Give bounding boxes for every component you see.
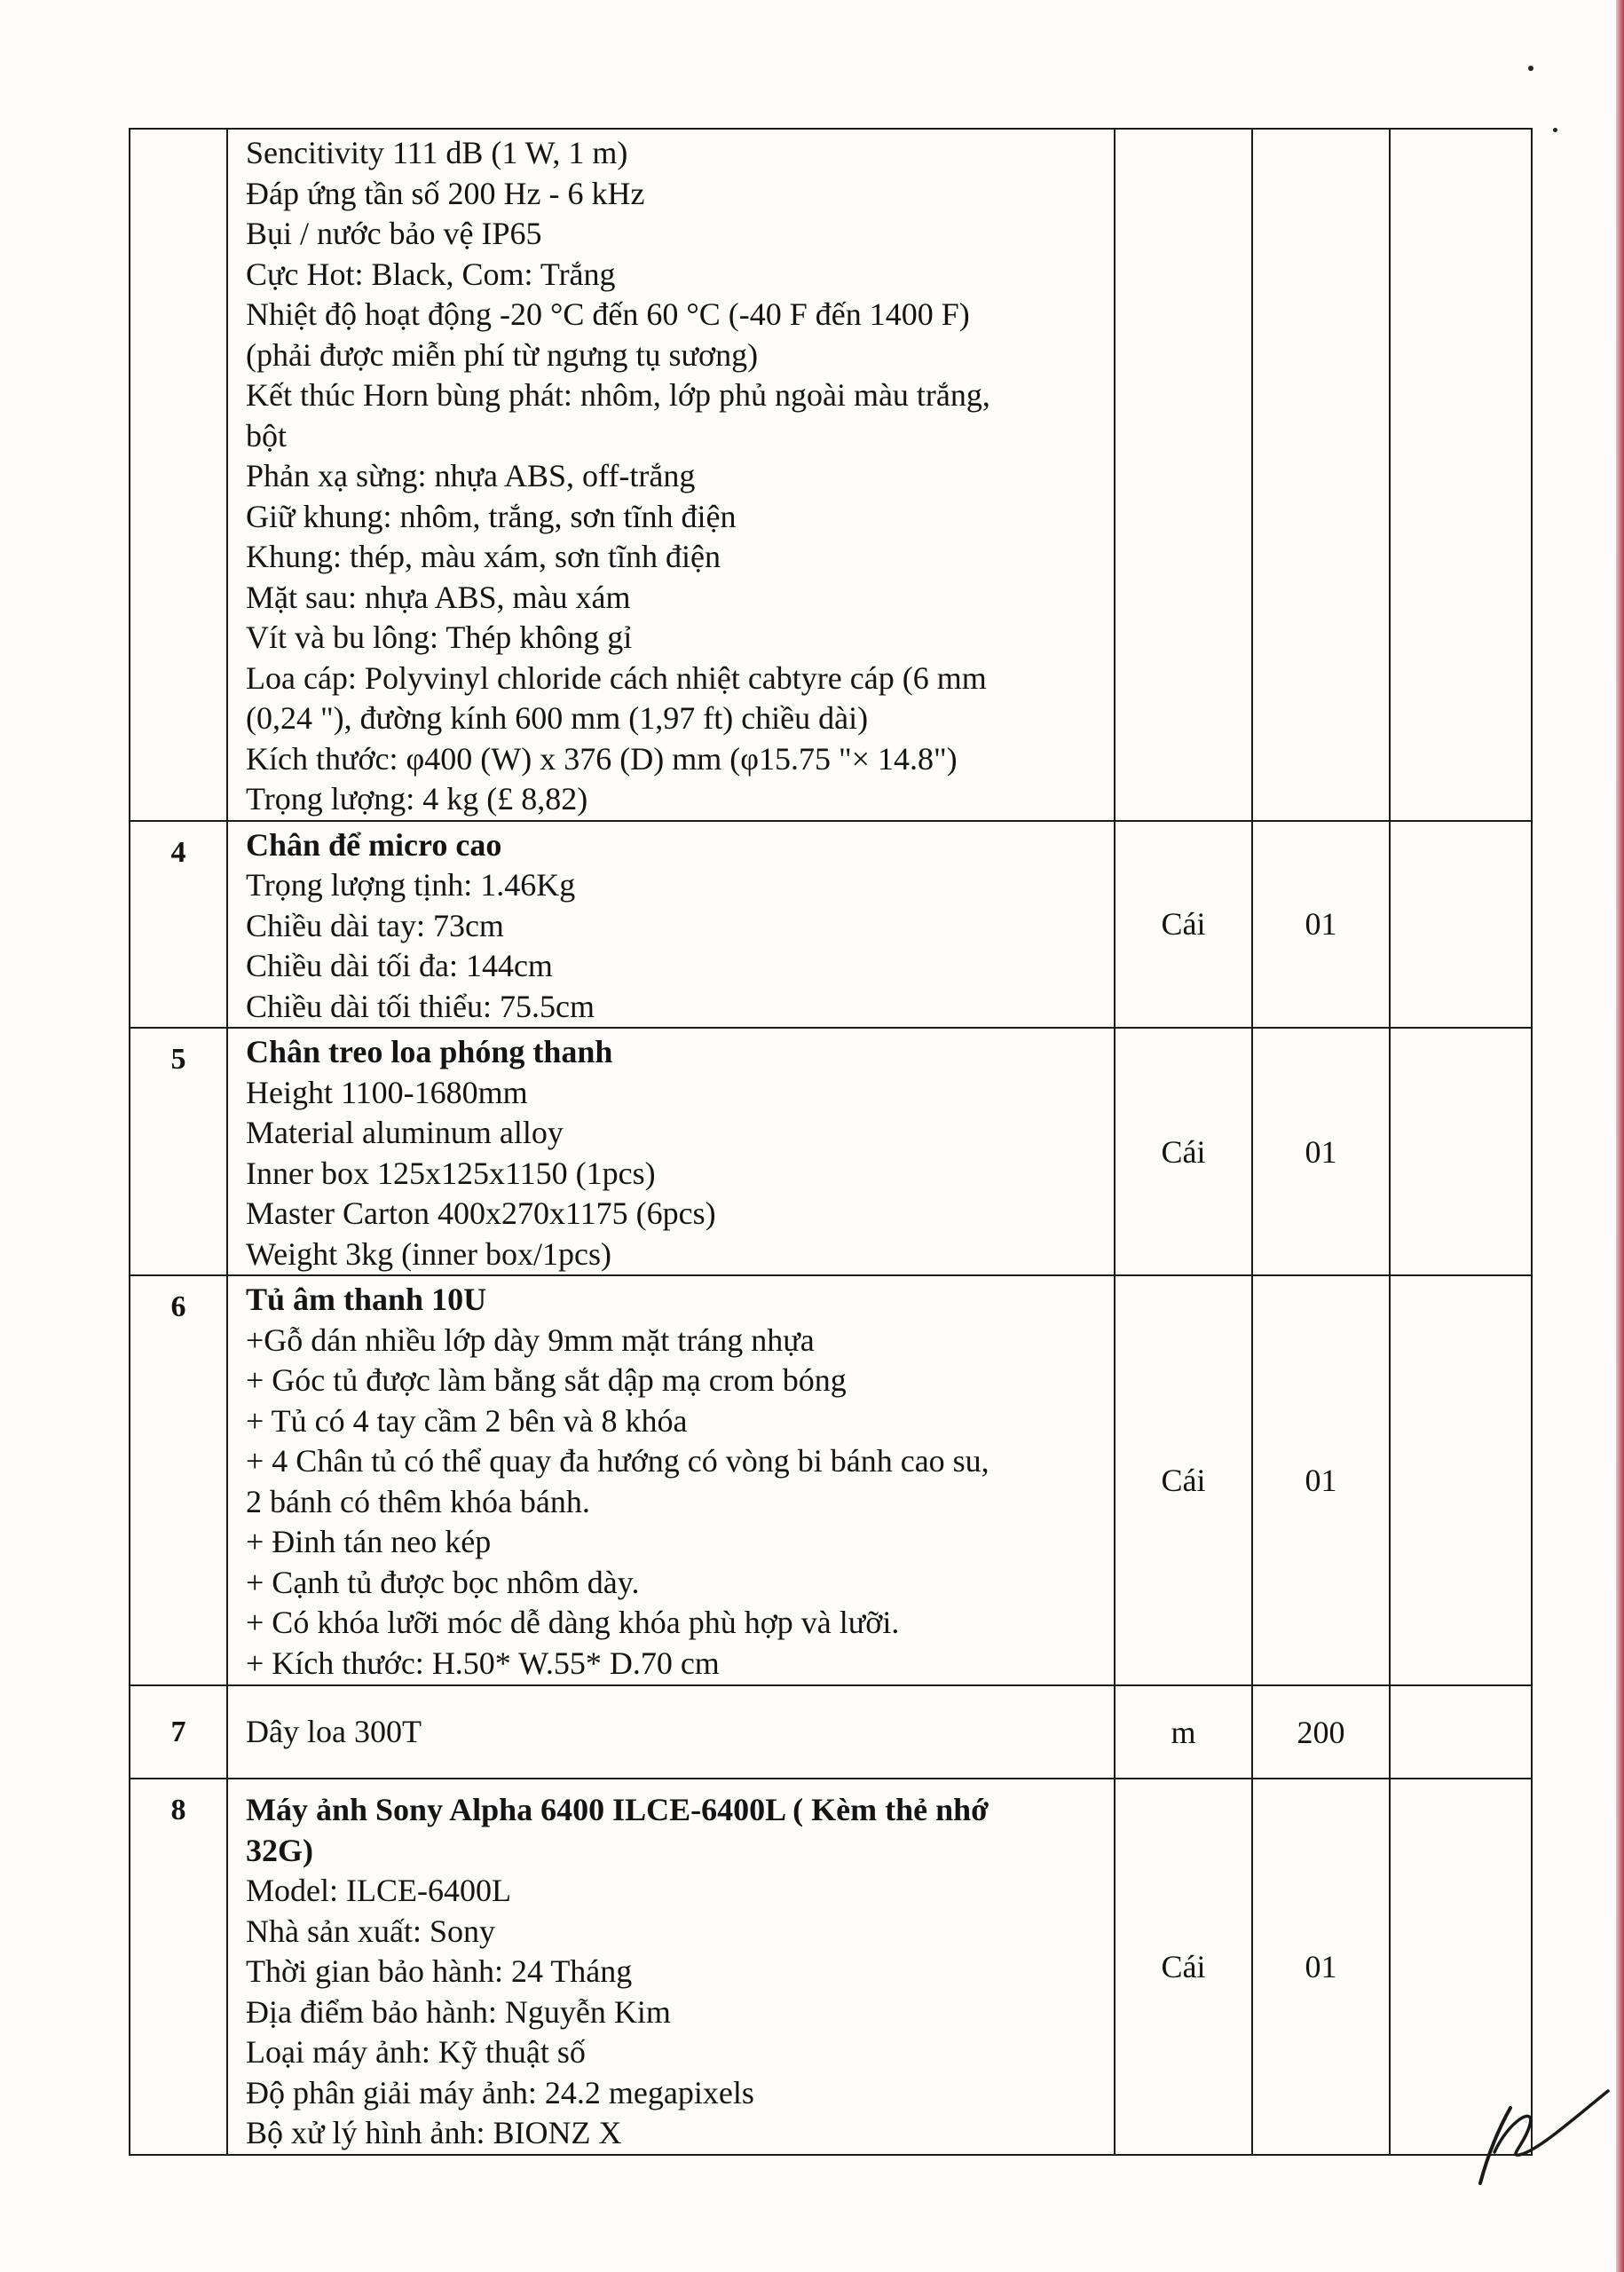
spec-line: + 4 Chân tủ có thể quay đa hướng có vòng bi bánh cao su,	[246, 1443, 989, 1479]
spec-line: + Góc tủ được làm bằng sắt dập mạ crom bóng	[246, 1362, 847, 1398]
unit-cell: Cái	[1115, 1779, 1252, 2155]
unit-cell: Cái	[1115, 1028, 1252, 1275]
table-row	[130, 129, 1532, 821]
table-row	[130, 1685, 1532, 1779]
table-row	[130, 1028, 1532, 1275]
spec-line: Vít và bu lông: Thép không gỉ	[246, 619, 633, 655]
spec-line: Trọng lượng: 4 kg (£ 8,82)	[246, 781, 588, 816]
unit-cell: Cái	[1115, 821, 1252, 1029]
spec-line: Master Carton 400x270x1175 (6pcs)	[246, 1195, 716, 1231]
spec-line: Khung: thép, màu xám, sơn tĩnh điện	[246, 539, 721, 574]
spec-line: Chiều dài tối thiểu: 75.5cm	[246, 988, 595, 1024]
spec-line: Height 1100-1680mm	[246, 1074, 528, 1110]
spec-line: (phải được miễn phí từ ngưng tụ sương)	[246, 336, 759, 373]
spec-line: Cực Hot: Black, Com: Trắng	[246, 256, 616, 292]
unit-cell: m	[1115, 1685, 1252, 1779]
spec-line: Độ phân giải máy ảnh: 24.2 megapixels	[246, 2074, 754, 2110]
item-title: Tủ âm thanh 10U	[246, 1282, 487, 1317]
description-cell	[227, 1028, 1115, 1275]
item-title: 32G)	[246, 1832, 313, 1868]
equipment-spec-table	[129, 128, 1533, 2156]
spec-line: Đáp ứng tần số 200 Hz - 6 kHz	[246, 175, 645, 211]
spec-line: Giữ khung: nhôm, trắng, sơn tĩnh điện	[246, 498, 737, 534]
unit-cell	[1115, 129, 1252, 821]
spec-line: Mặt sau: nhựa ABS, màu xám	[246, 579, 631, 615]
table-row	[130, 821, 1532, 1029]
description-cell	[227, 1685, 1115, 1779]
spec-line: Inner box 125x125x1150 (1pcs)	[246, 1155, 656, 1191]
quantity-cell: 200	[1252, 1685, 1390, 1779]
spec-line: bột	[246, 417, 288, 454]
quantity-cell: 01	[1252, 1028, 1390, 1275]
spec-line: Weight 3kg (inner box/1pcs)	[246, 1235, 612, 1272]
description-cell	[227, 1275, 1115, 1685]
spec-line: Phản xạ sừng: nhựa ABS, off-trắng	[246, 458, 696, 493]
spec-line: Loa cáp: Polyvinyl chloride cách nhiệt cabtyre cáp (6 mm	[246, 659, 987, 696]
item-title: Máy ảnh Sony Alpha 6400 ILCE-6400L ( Kèm thẻ nhớ	[246, 1792, 989, 1827]
quantity-cell: 01	[1252, 1779, 1390, 2155]
table-row	[130, 1275, 1532, 1685]
spec-line: + Đinh tán neo kép	[246, 1524, 492, 1559]
spec-line: +Gỗ dán nhiều lớp dày 9mm mặt tráng nhựa	[246, 1321, 815, 1358]
quantity-cell	[1252, 129, 1390, 821]
note-cell	[1390, 1685, 1532, 1779]
spec-line: Bụi / nước bảo vệ IP65	[246, 216, 542, 251]
spec-line: Trọng lượng tịnh: 1.46Kg	[246, 867, 576, 903]
spec-line: Kết thúc Horn bùng phát: nhôm, lớp phủ ngoài màu trắng,	[246, 377, 990, 413]
row-number-cell: 7	[130, 1685, 227, 1779]
spec-line: Chiều dài tối đa: 144cm	[246, 948, 553, 983]
item-title: Chân treo loa phóng thanh	[246, 1034, 613, 1069]
spec-line: + Cạnh tủ được bọc nhôm dày.	[246, 1564, 640, 1600]
spec-line: (0,24 "), đường kính 600 mm (1,97 ft) chiều dài)	[246, 700, 869, 736]
spec-line: Model: ILCE-6400L	[246, 1873, 511, 1908]
page-edge-decoration	[1616, 0, 1624, 2272]
spec-line: + Kích thước: H.50* W.55* D.70 cm	[246, 1645, 720, 1681]
spec-line: Chiều dài tay: 73cm	[246, 907, 504, 943]
item-title: Chân để micro cao	[246, 826, 502, 863]
description-cell	[227, 821, 1115, 1029]
spec-line: Nhiệt độ hoạt động -20 °C đến 60 °C (-40 F đến 1400 F)	[246, 296, 970, 332]
note-cell	[1390, 821, 1532, 1029]
spec-line: 2 bánh có thêm khóa bánh.	[246, 1483, 590, 1519]
description-cell	[227, 129, 1115, 821]
unit-cell: Cái	[1115, 1275, 1252, 1685]
note-cell	[1390, 1028, 1532, 1275]
speck-dot	[1528, 66, 1533, 71]
row-number-cell	[130, 129, 227, 821]
description-cell	[227, 1779, 1115, 2155]
spec-line: + Có khóa lưỡi móc dễ dàng khóa phù hợp và lưỡi.	[246, 1605, 900, 1640]
spec-line: Kích thước: φ400 (W) x 376 (D) mm (φ15.75 "× 14.8")	[246, 740, 958, 777]
handwritten-initial-signature	[1455, 2059, 1615, 2201]
spec-line: Nhà sản xuất: Sony	[246, 1913, 495, 1949]
spec-line: Sencitivity 111 dB (1 W, 1 m)	[246, 135, 628, 170]
spec-line: Material aluminum alloy	[246, 1115, 564, 1150]
quantity-cell: 01	[1252, 1275, 1390, 1685]
row-number-cell: 8	[130, 1779, 227, 2155]
spec-line: + Tủ có 4 tay cầm 2 bên và 8 khóa	[246, 1402, 688, 1439]
spec-line: Bộ xử lý hình ảnh: BIONZ X	[246, 2115, 622, 2150]
quantity-cell: 01	[1252, 821, 1390, 1029]
row-number-cell: 6	[130, 1275, 227, 1685]
spec-line: Loại máy ảnh: Kỹ thuật số	[246, 2034, 586, 2070]
note-cell	[1390, 129, 1532, 821]
row-number-cell: 5	[130, 1028, 227, 1275]
table-row	[130, 1779, 1532, 2155]
spec-line: Địa điểm bảo hành: Nguyễn Kim	[246, 1993, 671, 2030]
note-cell	[1390, 1275, 1532, 1685]
spec-line: Thời gian bảo hành: 24 Tháng	[246, 1953, 633, 1989]
spec-line: Dây loa 300T	[246, 1713, 422, 1749]
row-number-cell: 4	[130, 821, 227, 1029]
speck-dot	[1553, 128, 1557, 132]
